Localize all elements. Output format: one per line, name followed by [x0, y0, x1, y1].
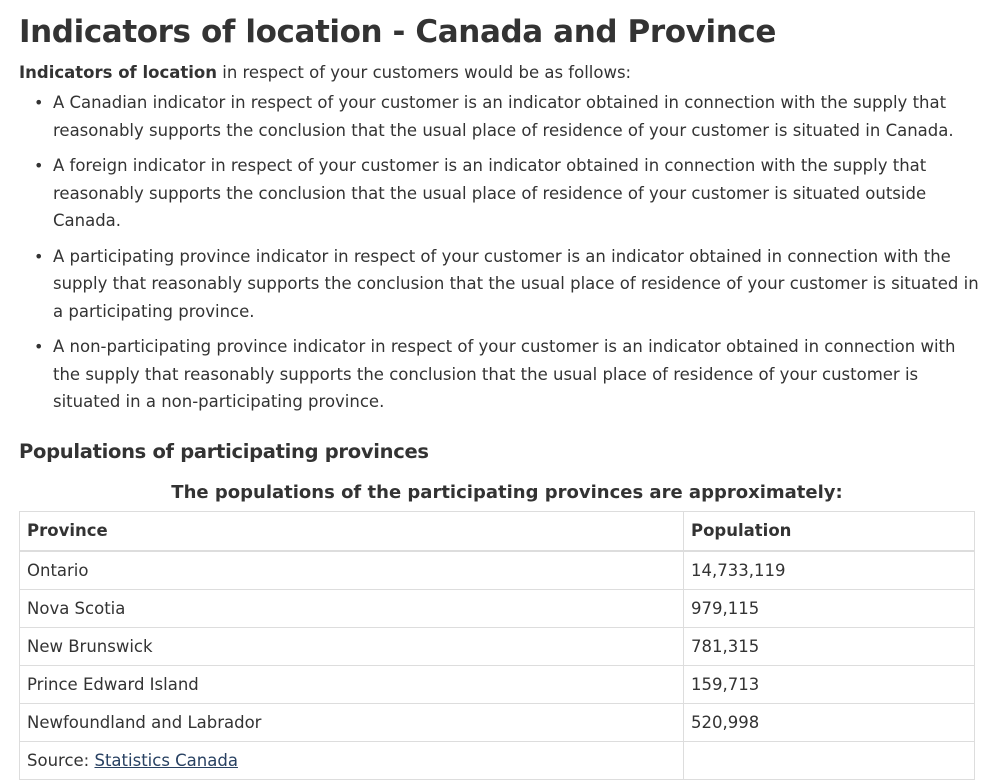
population-cell: 159,713: [684, 665, 975, 703]
population-cell: 781,315: [684, 627, 975, 665]
table-row: [20, 665, 975, 703]
intro-strong: Indicators of location: [19, 63, 217, 82]
population-cell: 520,998: [684, 703, 975, 741]
indicators-list: [19, 89, 981, 416]
province-cell: Newfoundland and Labrador: [20, 703, 684, 741]
population-column-header: Population: [684, 511, 975, 551]
province-cell: Prince Edward Island: [20, 665, 684, 703]
table-row: [20, 551, 975, 590]
table-row: [20, 627, 975, 665]
empty-cell: [684, 741, 975, 779]
section-heading: Populations of participating provinces: [19, 439, 429, 463]
populations-table: [19, 511, 975, 780]
table-header-row: [20, 511, 975, 551]
indicator-text: A non-participating province indicator in respect of your customer is an indicator obtained in connection with the supply that reasonably supports the conclusion that the usual place of residence of your customer is situated in a non-participating province.: [53, 337, 956, 411]
province-cell: Nova Scotia: [20, 589, 684, 627]
indicator-text: A participating province indicator in respect of your customer is an indicator obtained in connection with the supply that reasonably supports the conclusion that the usual place of residence of your customer is situated in a participating province.: [53, 246, 979, 321]
statistics-canada-link[interactable]: Statistics Canada: [94, 750, 238, 770]
indicator-item: [34, 243, 981, 326]
bullet-icon: •: [34, 337, 44, 356]
indicator-item: [34, 152, 981, 235]
province-column-header: Province: [20, 511, 684, 551]
bullet-icon: •: [34, 246, 44, 266]
bullet-icon: •: [34, 93, 44, 112]
source-label: Source:: [27, 750, 95, 770]
indicator-item: [34, 333, 981, 416]
indicator-item: [34, 89, 981, 144]
page-title: Indicators of location - Canada and Province: [19, 14, 776, 50]
population-cell: 14,733,119: [684, 551, 975, 590]
intro-paragraph: [19, 61, 981, 85]
source-cell: [20, 741, 684, 779]
indicator-text: A foreign indicator in respect of your customer is an indicator obtained in connection with the supply that reasonably supports the conclusion that the usual place of residence of your customer is situated outside Canada.: [53, 156, 927, 230]
table-row: [20, 589, 975, 627]
intro-text: in respect of your customers would be as follows:: [216, 63, 632, 82]
bullet-icon: •: [34, 156, 44, 175]
table-row: [20, 703, 975, 741]
indicator-text: A Canadian indicator in respect of your customer is an indicator obtained in connection with the supply that reasonably supports the conclusion that the usual place of residence of your customer is situated in Canada.: [53, 93, 954, 140]
province-cell: Ontario: [20, 551, 684, 590]
province-cell: New Brunswick: [20, 627, 684, 665]
source-row: [20, 741, 975, 779]
population-cell: 979,115: [684, 589, 975, 627]
table-caption: The populations of the participating provinces are approximately:: [171, 481, 843, 503]
